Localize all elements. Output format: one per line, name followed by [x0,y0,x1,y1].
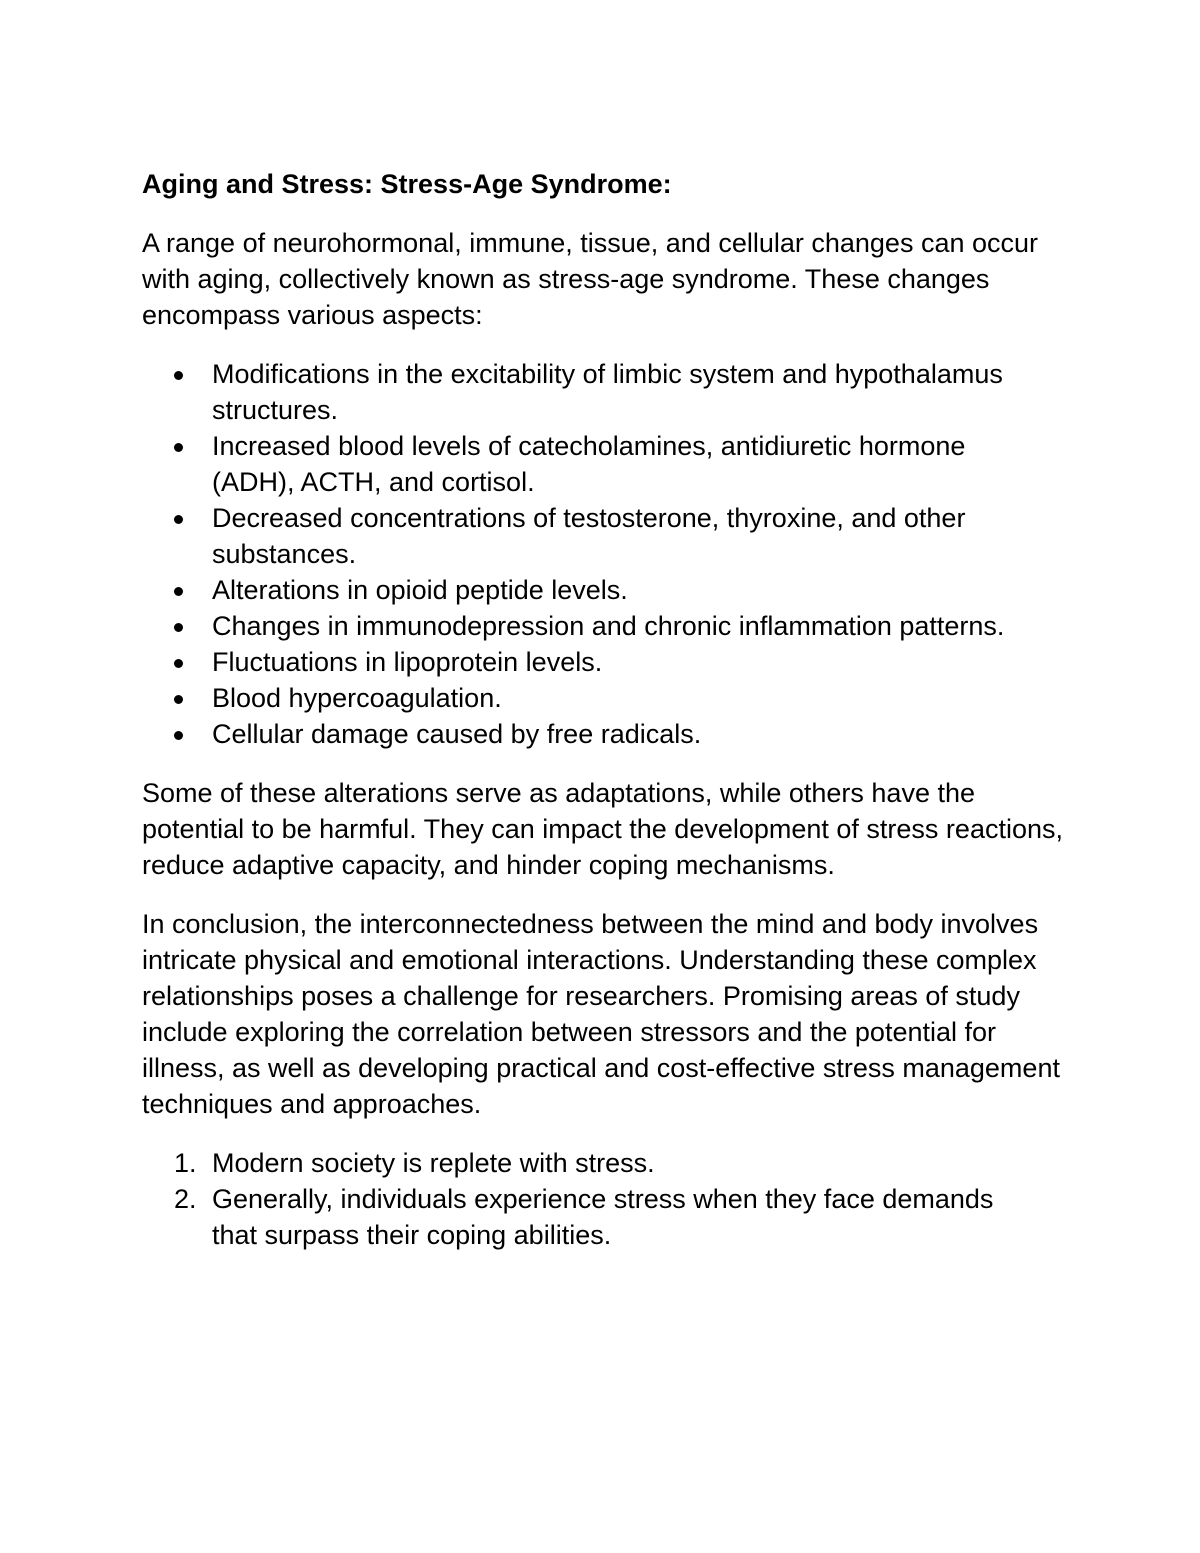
numbered-text: Modern society is replete with stress. [212,1148,655,1178]
intro-paragraph: A range of neurohormonal, immune, tissue, and cellular changes can occur with aging, collectively known as stress-age syndrome. These changes encompass various aspects: [142,228,1039,330]
adaptations-paragraph: Some of these alterations serve as adaptations, while others have the potential to be harmful. They can impact the development of stress reactions, reduce adaptive capacity, and hinder coping mechanisms. [142,778,1063,880]
bullet-list [142,356,1072,752]
numbered-list [142,1145,1072,1253]
bullet-dot-icon [174,695,183,704]
bullet-item [142,428,1032,500]
document-title: Aging and Stress: Stress-Age Syndrome: [142,169,672,199]
bullet-dot-icon [174,371,183,380]
bullet-text: Fluctuations in lipoprotein levels. [212,647,603,677]
bullet-dot-icon [174,731,183,740]
bullet-dot-icon [174,515,183,524]
bullet-text: Alterations in opioid peptide levels. [212,575,628,605]
bullet-item [142,356,1032,428]
bullet-text: Cellular damage caused by free radicals. [212,719,702,749]
bullet-dot-icon [174,659,183,668]
bullet-text: Blood hypercoagulation. [212,683,502,713]
bullet-text: Modifications in the excitability of limbic system and hypothalamus structures. [212,359,1003,425]
list-number: 2. [174,1184,197,1214]
numbered-item [142,1145,1012,1181]
bullet-item [142,644,1032,680]
bullet-text: Increased blood levels of catecholamines, antidiuretic hormone (ADH), ACTH, and cortisol. [212,431,966,497]
numbered-item [142,1181,1012,1253]
conclusion-paragraph: In conclusion, the interconnectedness between the mind and body involves intricate physical and emotional interactions. Understanding these complex relationships poses a challenge for researchers. Promising areas of study include exploring the correlation between stressors and the potential for illness, as well as developing practical and cost-effective stress management techniques and approaches. [142,909,1060,1119]
bullet-dot-icon [174,587,183,596]
list-number: 1. [174,1148,197,1178]
bullet-item [142,680,1032,716]
bullet-item [142,500,1032,572]
bullet-text: Changes in immunodepression and chronic inflammation patterns. [212,611,1005,641]
bullet-item [142,572,1032,608]
bullet-text: Decreased concentrations of testosterone, thyroxine, and other substances. [212,503,966,569]
bullet-dot-icon [174,623,183,632]
bullet-item [142,716,1032,752]
document-page [142,166,1072,1253]
bullet-dot-icon [174,443,183,452]
bullet-item [142,608,1032,644]
numbered-text: Generally, individuals experience stress when they face demands that surpass their coping abilities. [212,1184,994,1250]
